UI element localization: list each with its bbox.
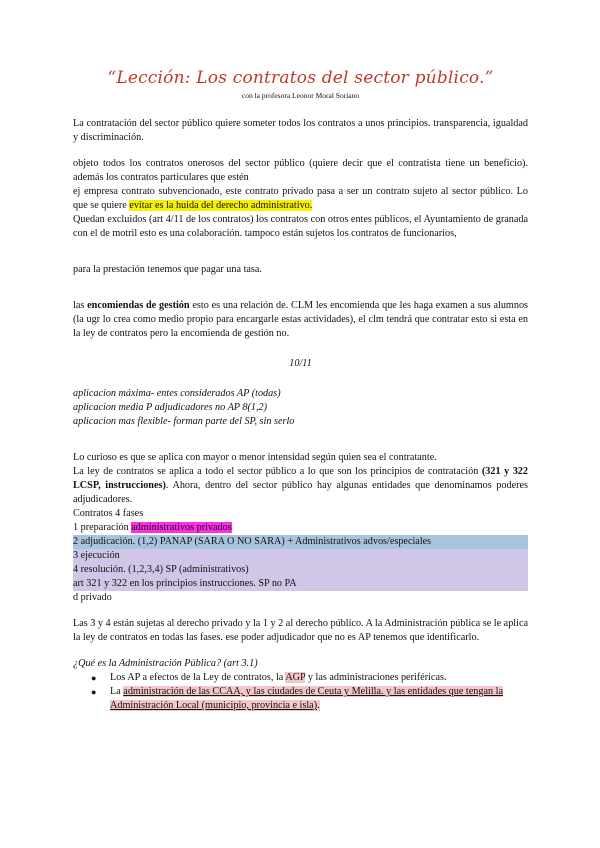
bullet2-pre: La <box>110 686 124 697</box>
paragraph-fases-derecho: Las 3 y 4 están sujetas al derecho privado y la 1 y 2 al derecho público. A la Administración pública se le aplica la ley de contratos en todas las fases. ese poder adjudicador que no es AP tenemos que identificarlo. <box>73 618 528 643</box>
paragraph-objeto: objeto todos los contratos onerosos del sector público (quiere decir que el contratista tiene un beneficio). además los contratos particulares que estén <box>73 158 528 183</box>
question-heading: ¿Qué es la Administración Pública? (art 3.1) <box>73 658 258 669</box>
paragraph-intro: La contratación del sector público quiere someter todos los contratos a unos principios. transparencia, igualdad y discriminación. <box>73 118 528 143</box>
aplicacion-item: aplicacion mas flexible- forman parte del SP, sin serlo <box>73 416 295 427</box>
highlight-ccaa: administración de las CCAA, y las ciudades de Ceuta y Melilla. y las entidades que tengan la Administración Local (municipio, provincia e isla) <box>110 686 503 711</box>
document-content <box>73 68 528 713</box>
fases-title: Contratos 4 fases <box>73 508 144 519</box>
paragraph-ley <box>73 465 528 507</box>
fase-principios: art 321 y 322 en los principios instrucciones. SP no PA <box>73 577 528 591</box>
highlight-preparacion: administrativos privados <box>131 522 232 533</box>
paragraph-ejemplo <box>73 185 528 213</box>
paragraph-curioso: Lo curioso es que se aplica con mayor o menor intensidad según quien sea el contratante. <box>73 452 437 463</box>
encomiendas-post: esto es una relación de. CLM les encomienda que les haga examen a sus alumnos (la ugr lo crea como medio propio para encargarle estas actividades), el clm tendrá que contratar esto si esta en la ley de contratos pero la encomienda de gestión no. <box>73 300 528 339</box>
fase-adjudicacion: 2 adjudicación. (1,2) PANAP (SARA O NO SARA) + Administrativos advos/especiales <box>73 535 528 549</box>
bullet1-pre: Los AP a efectos de la Ley de contratos, la <box>110 672 286 683</box>
ley-post: . Ahora, dentro del sector público hay algunas entidades que denominamos poderes adjudicadores. <box>73 480 528 505</box>
highlight-agp: AGP <box>285 672 306 683</box>
list-item <box>91 685 528 713</box>
ley-bold: (321 y 322 LCSP, instrucciones) <box>73 466 528 491</box>
fase-privado: d privado <box>73 592 112 603</box>
aplicaciones-list <box>73 387 528 429</box>
list-item <box>91 671 528 685</box>
paragraph-encomiendas <box>73 299 528 341</box>
highlight-huida: evitar es la huida del derecho administrativo. <box>129 200 313 211</box>
encomiendas-bold: encomiendas de gestión <box>87 300 190 311</box>
fase-ejecucion: 3 ejecución <box>73 549 528 563</box>
paragraph-tasa: para la prestación tenemos que pagar una tasa. <box>73 264 262 275</box>
ley-pre: La ley de contratos se aplica a todo el sector público a lo que son los principios de contratación <box>73 466 482 477</box>
paragraph-ejemplo-text: ej empresa contrato subvencionado, este contrato privado pasa a ser un contrato sujeto al sector público. Lo que se quiere <box>73 186 528 211</box>
bullet2-post: . <box>317 700 320 711</box>
lesson-subtitle: con la profesora Leonor Moral Soriano <box>241 91 360 100</box>
date-heading: 10/11 <box>289 358 312 369</box>
fase-preparacion-label: 1 preparación <box>73 522 132 533</box>
fase-preparacion <box>73 521 528 535</box>
encomiendas-pre: las <box>73 300 88 311</box>
ap-bullet-list <box>73 671 528 713</box>
fases-block <box>73 507 528 605</box>
aplicacion-item: aplicacion máxima- entes considerados AP (todas) <box>73 388 281 399</box>
paragraph-excluidos: Quedan excluidos (art 4/11 de los contratos) los contratos con otros entes públicos, el Ayuntamiento de granada con el de motril esto es una colaboración. tampoco están sujetos los contratos de funcionarios, <box>73 214 528 239</box>
lesson-title: “Lección: Los contratos del sector público.” <box>107 68 494 88</box>
aplicacion-item: aplicacion media P adjudicadores no AP 8(1,2) <box>73 402 268 413</box>
fase-resolucion: 4 resolución. (1,2,3,4) SP (administrativos) <box>73 563 528 577</box>
bullet-icon: ● <box>91 673 97 683</box>
bullet1-post: y las administraciones periféricas. <box>305 672 447 683</box>
bullet-icon: ● <box>91 687 97 697</box>
